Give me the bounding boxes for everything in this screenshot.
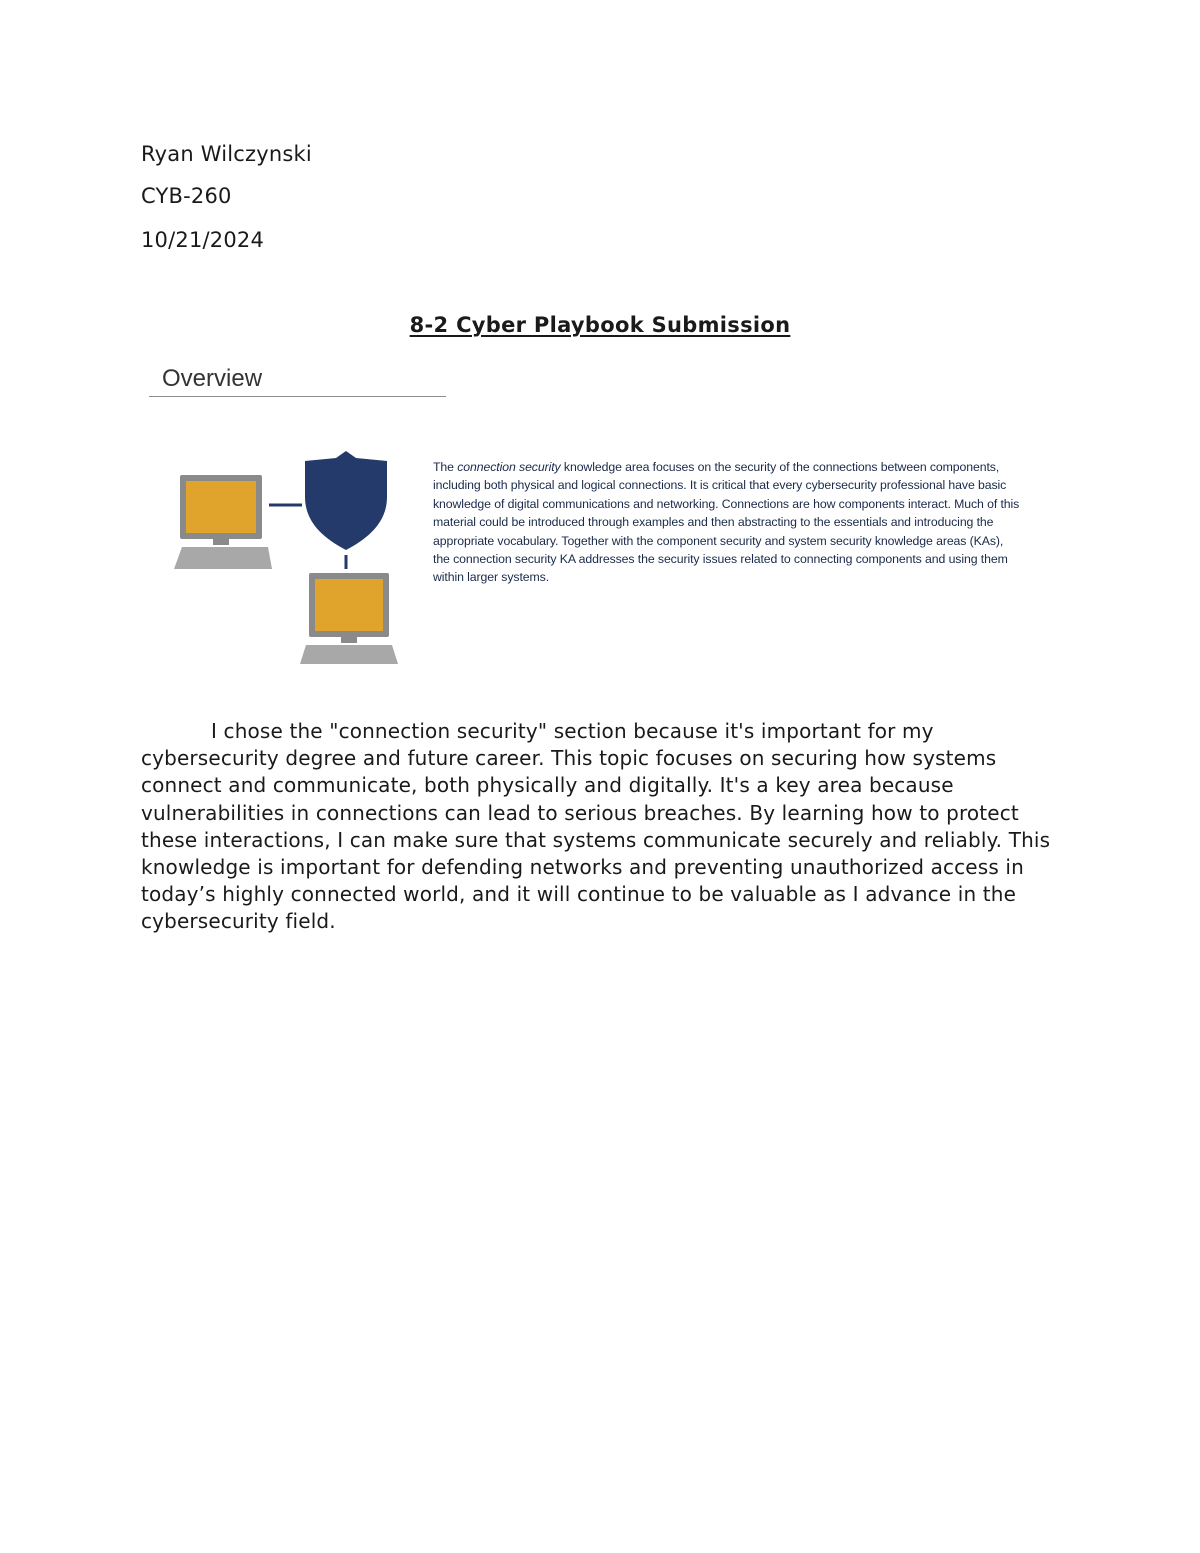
computer-left-icon <box>174 475 272 569</box>
document-title: 8-2 Cyber Playbook Submission <box>409 313 791 337</box>
body-paragraph: I chose the "connection security" section because it's important for my cybersecurity degree and future career. This topic focuses on securing how systems connect and communicate, both physically and digitally. It's a key area because vulnerabilities in connections can lead to serious breaches. By learning how to protect these interactions, I can make sure that systems communicate securely and reliably. This knowledge is important for defending networks and preventing unauthorized access in today’s highly connected world, and it will continue to be valuable as I advance in the cybersecurity field. <box>141 719 1051 934</box>
overview-divider <box>149 396 446 397</box>
overview-description: The connection security knowledge area focuses on the security of the connections between components, including both physical and logical connections. It is critical that every cybersecurity professional have basic knowledge of digital communications and networking. Connections are how components interact. Much of this material could be introduced through examples and then abstracting to the essentials and introducing the appropriate vocabulary. Together with the component security and system security knowledge areas (KAs), the connection security KA addresses the security issues related to connecting components and using them within larger systems. <box>433 460 1020 585</box>
course-code: CYB-260 <box>141 184 232 208</box>
network-shield-diagram-icon <box>168 447 408 669</box>
computer-bottom-icon <box>300 573 398 664</box>
overview-heading: Overview <box>162 365 263 392</box>
shield-icon <box>305 451 387 550</box>
submission-date: 10/21/2024 <box>141 228 265 252</box>
overview-figure <box>140 355 1040 675</box>
author-name: Ryan Wilczynski <box>141 142 312 166</box>
